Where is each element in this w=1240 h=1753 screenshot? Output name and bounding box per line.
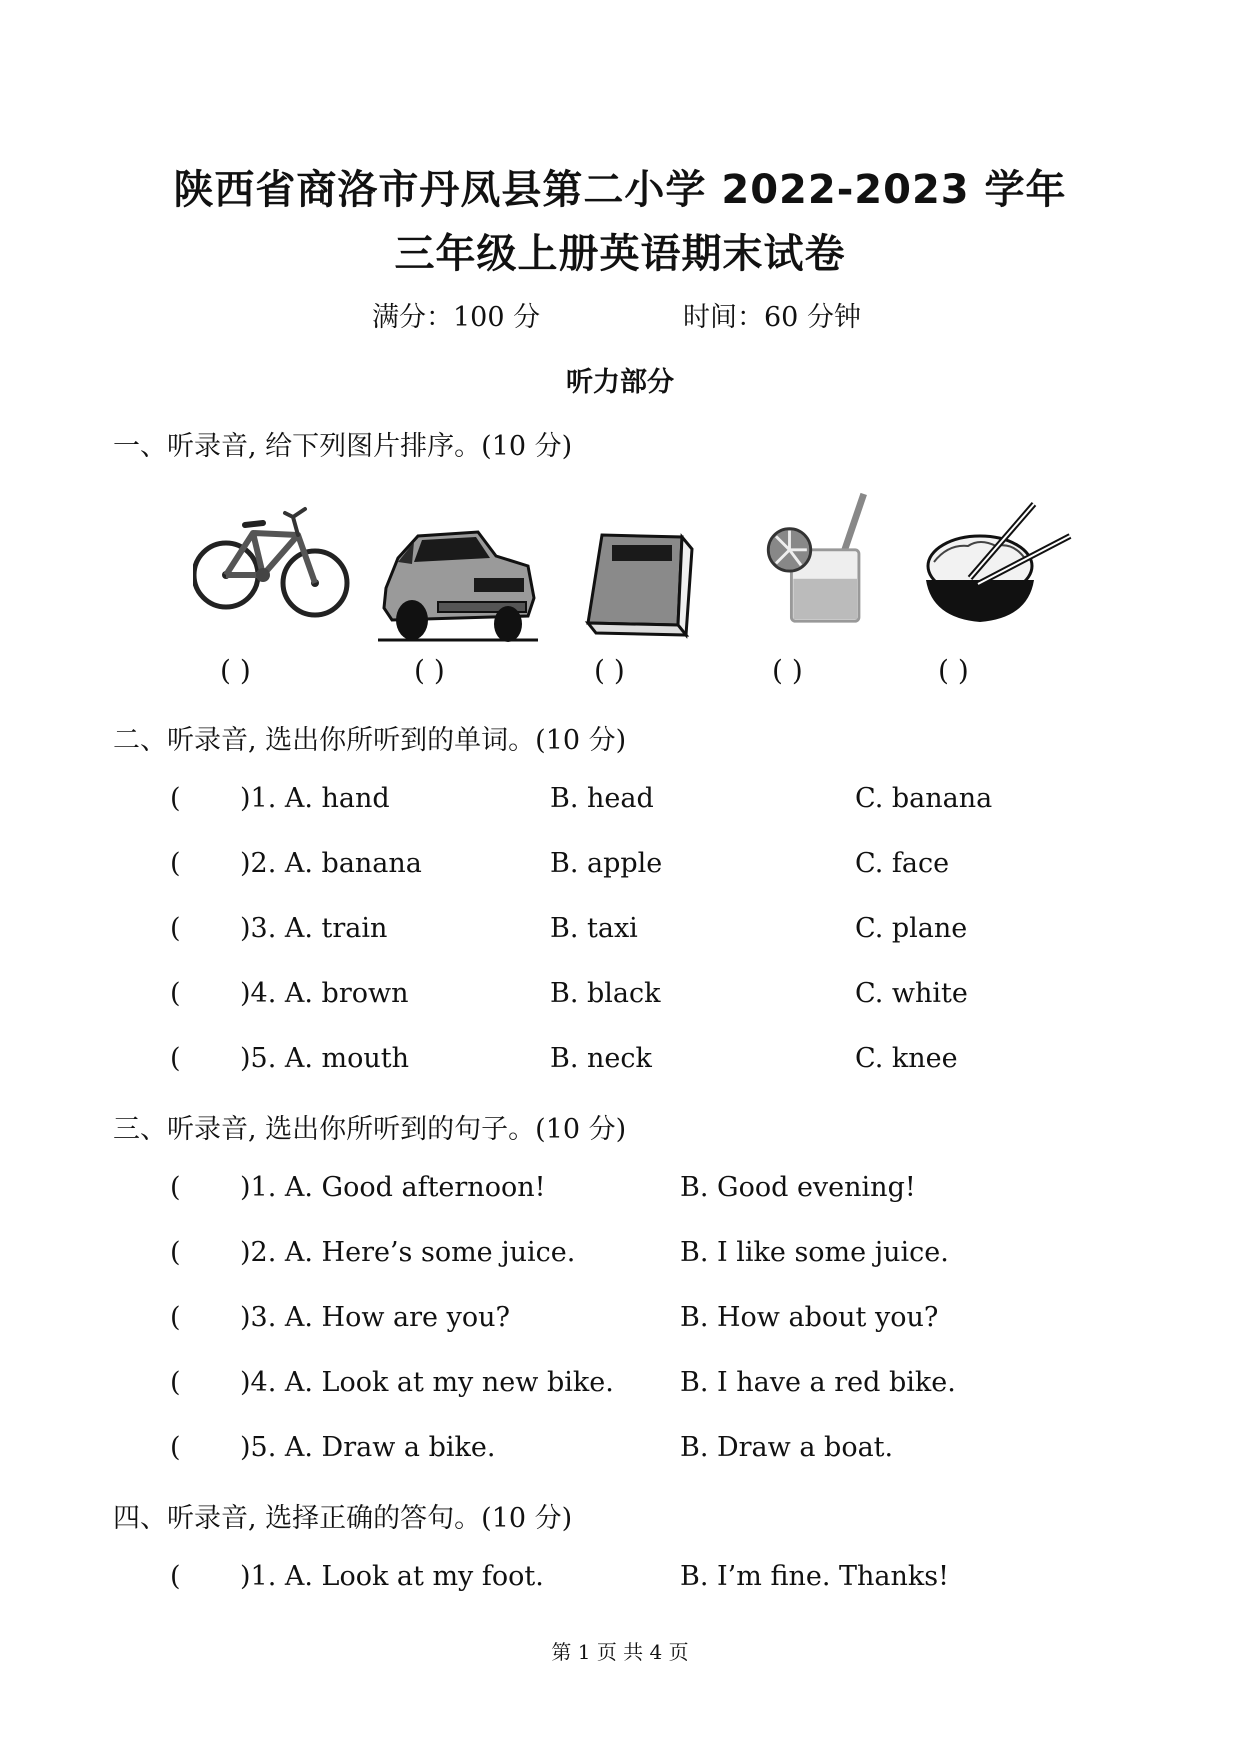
- answer-blank[interactable]: (: [170, 1367, 181, 1398]
- answer-blank[interactable]: (: [170, 1302, 181, 1333]
- picture-blank-2[interactable]: ( ): [414, 654, 445, 687]
- list-item[interactable]: [170, 848, 422, 879]
- picture-blank-1[interactable]: ( ): [220, 654, 251, 687]
- option-a: )1. A. Good afternoon!: [240, 1172, 546, 1203]
- car-icon: [378, 518, 538, 653]
- picture-blank-4[interactable]: ( ): [772, 654, 803, 687]
- option-b: B. taxi: [550, 913, 638, 944]
- option-b: B. apple: [550, 848, 663, 879]
- list-item[interactable]: [170, 913, 387, 944]
- list-item[interactable]: [170, 783, 390, 814]
- option-a: )3. A. train: [240, 913, 388, 944]
- list-item[interactable]: [170, 1561, 544, 1592]
- option-b: B. Draw a boat.: [680, 1432, 894, 1463]
- option-a: )1. A. hand: [240, 783, 390, 814]
- option-a: )1. A. Look at my foot.: [240, 1561, 544, 1592]
- option-a: )4. A. brown: [240, 978, 409, 1009]
- option-c: C. knee: [855, 1043, 958, 1074]
- option-a: )2. A. banana: [240, 848, 422, 879]
- option-c: C. face: [855, 848, 950, 879]
- answer-blank[interactable]: (: [170, 1432, 181, 1463]
- listening-part-label: 听力部分: [566, 367, 674, 398]
- list-item[interactable]: [170, 1237, 575, 1268]
- picture-blank-3[interactable]: ( ): [594, 654, 625, 687]
- option-c: C. banana: [855, 783, 993, 814]
- list-item[interactable]: [170, 1043, 409, 1074]
- option-b: B. head: [550, 783, 654, 814]
- option-b: B. I’m fine. Thanks!: [680, 1561, 949, 1592]
- exam-title-line2: 三年级上册英语期末试卷: [394, 231, 846, 277]
- answer-blank[interactable]: (: [170, 1043, 181, 1074]
- answer-blank[interactable]: (: [170, 1561, 181, 1592]
- option-b: B. black: [550, 978, 661, 1009]
- list-item[interactable]: [170, 1302, 510, 1333]
- option-b: B. I like some juice.: [680, 1237, 949, 1268]
- option-c: C. plane: [855, 913, 968, 944]
- option-b: B. neck: [550, 1043, 652, 1074]
- rice-icon: [918, 500, 1078, 635]
- option-b: B. Good evening!: [680, 1172, 916, 1203]
- full-score: 满分：100 分: [372, 302, 541, 333]
- option-a: )3. A. How are you?: [240, 1302, 510, 1333]
- answer-blank[interactable]: (: [170, 978, 181, 1009]
- option-a: )2. A. Here’s some juice.: [240, 1237, 576, 1268]
- list-item[interactable]: [170, 978, 409, 1009]
- option-b: B. I have a red bike.: [680, 1367, 956, 1398]
- option-a: )5. A. mouth: [240, 1043, 410, 1074]
- option-a: )5. A. Draw a bike.: [240, 1432, 496, 1463]
- answer-blank[interactable]: (: [170, 913, 181, 944]
- section1-heading: 一、听录音, 给下列图片排序。(10 分): [113, 431, 573, 462]
- option-b: B. How about you?: [680, 1302, 939, 1333]
- list-item[interactable]: [170, 1432, 495, 1463]
- bike-icon: [193, 505, 353, 640]
- picture-blank-5[interactable]: ( ): [938, 654, 969, 687]
- exam-time: 时间：60 分钟: [683, 302, 861, 333]
- juice-icon: [750, 492, 910, 627]
- option-a: )4. A. Look at my new bike.: [240, 1367, 614, 1398]
- answer-blank[interactable]: (: [170, 848, 181, 879]
- option-c: C. white: [855, 978, 968, 1009]
- answer-blank[interactable]: (: [170, 1237, 181, 1268]
- section3-heading: 三、听录音, 选出你所听到的句子。(10 分): [113, 1114, 627, 1145]
- page-number: 第 1 页 共 4 页: [551, 1640, 689, 1664]
- answer-blank[interactable]: (: [170, 1172, 181, 1203]
- list-item[interactable]: [170, 1367, 614, 1398]
- answer-blank[interactable]: (: [170, 783, 181, 814]
- section4-heading: 四、听录音, 选择正确的答句。(10 分): [113, 1503, 573, 1534]
- exam-title-line1: 陕西省商洛市丹凤县第二小学 2022-2023 学年: [173, 167, 1067, 213]
- section2-heading: 二、听录音, 选出你所听到的单词。(10 分): [113, 725, 627, 756]
- book-icon: [574, 515, 734, 650]
- list-item[interactable]: [170, 1172, 545, 1203]
